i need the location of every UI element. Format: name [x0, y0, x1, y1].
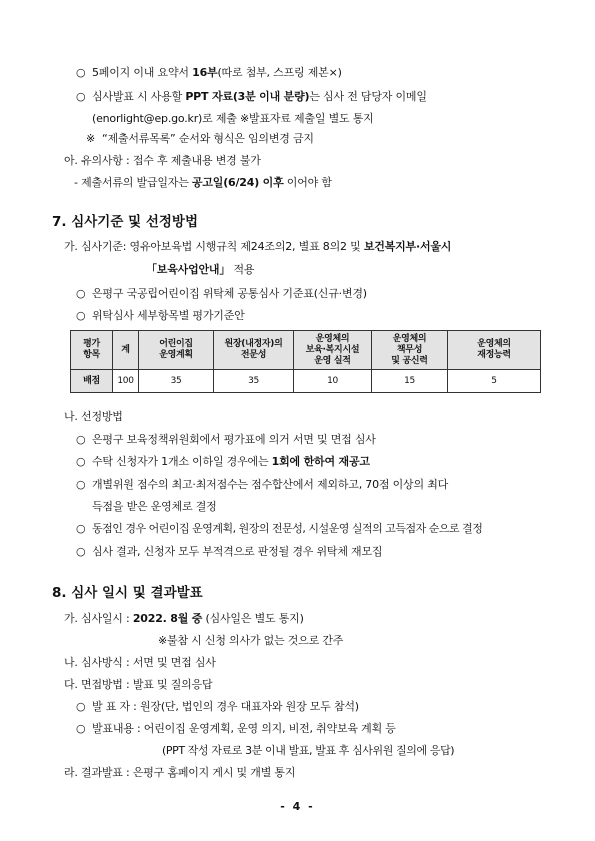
result-announcement-line: 라. 결과발표 : 은평구 홈페이지 게시 및 개별 통지 [64, 766, 296, 779]
presenter-line: ○ 발 표 자 : 원장(단, 법인의 경우 대표자와 원장 모두 참석) [76, 700, 359, 713]
table-cell: 10 [294, 370, 372, 393]
table-header-cell: 원장(내정자)의 전문성 [214, 331, 294, 370]
document-order-note: ※ “제출서류목록” 순서와 형식은 임의변경 금지 [86, 132, 314, 145]
absence-note: ※불참 시 신청 의사가 없는 것으로 간주 [158, 634, 344, 647]
page-number: - 4 - [280, 800, 315, 813]
ppt-material-line: ○ 심사발표 시 사용할 PPT 자료(3분 이내 분량)는 심사 전 담당자 이메일 [76, 90, 427, 103]
summary-copies-line: ○ 5페이지 이내 요약서 16부(따로 첨부, 스프링 제본×) [76, 66, 342, 79]
evaluation-table [70, 330, 541, 393]
selection-item-4: ○ 동점인 경우 어린이집 운영계획, 원장의 전문성, 시설운영 실적의 고득점자 순으로 결정 [76, 522, 483, 535]
selection-item-3: ○ 개별위원 점수의 최고·최저점수는 점수합산에서 제외하고, 70점 이상의 최다 [76, 478, 449, 491]
circle-bullet: ○ [76, 722, 86, 735]
selection-method-title: 나. 선정방법 [64, 410, 123, 423]
circle-bullet: ○ [76, 90, 86, 103]
caution-line: 아. 유의사항 : 접수 후 제출내용 변경 불가 [64, 154, 261, 167]
circle-bullet: ○ [76, 433, 86, 446]
selection-item-3-cont: 득점을 받은 운영체로 결정 [92, 500, 217, 513]
circle-bullet: ○ [76, 700, 86, 713]
table-cell: 35 [139, 370, 214, 393]
table-header-row [71, 331, 541, 370]
table-header-cell: 계 [113, 331, 139, 370]
criteria-line: 가. 심사기준: 영유아보육법 시행규칙 제24조의2, 별표 8의2 및 보건복지부·서울시 [64, 240, 452, 253]
table-header-cell: 운영체의 보육·복지시설 운영 실적 [294, 331, 372, 370]
review-method-line: 나. 심사방식 : 서면 및 면접 심사 [64, 656, 216, 669]
circle-bullet: ○ [76, 522, 86, 535]
circle-bullet: ○ [76, 309, 86, 322]
table-cell: 35 [214, 370, 294, 393]
selection-item-2: ○ 수탁 신청자가 1개소 이하일 경우에는 1회에 한하여 재공고 [76, 455, 370, 468]
criteria-continuation: 「보육사업안내」 적용 [146, 263, 255, 276]
circle-bullet: ○ [76, 455, 86, 468]
criteria-item-2: ○ 위탁심사 세부항목별 평가기준안 [76, 309, 245, 322]
table-cell: 100 [113, 370, 139, 393]
circle-bullet: ○ [76, 287, 86, 300]
table-header-cell: 평가 항목 [71, 331, 113, 370]
review-date-line: 가. 심사일시 : 2022. 8월 중 (심사일은 별도 통지) [64, 612, 304, 625]
email-submission-line: (enorlight@ep.go.kr)로 제출 ※발표자료 제출일 별도 통지 [92, 112, 374, 125]
presentation-content-line: ○ 발표내용 : 어린이집 운영계획, 운영 의지, 비전, 취약보육 계획 등 [76, 722, 396, 735]
issue-date-line: - 제출서류의 발급일자는 공고일(6/24) 이후 이어야 함 [74, 176, 332, 189]
section-7-heading: 7. 심사기준 및 선정방법 [52, 214, 198, 230]
table-row-label: 배점 [71, 370, 113, 393]
note-mark: ※ [86, 132, 96, 145]
table-row [71, 370, 541, 393]
ppt-note-line: (PPT 작성 자료로 3분 이내 발표, 발표 후 심사위원 질의에 응답) [162, 744, 455, 757]
table-header-cell: 어린이집 운영계획 [139, 331, 214, 370]
selection-item-1: ○ 은평구 보육정책위원회에서 평가표에 의거 서면 및 면접 심사 [76, 433, 376, 446]
selection-item-5: ○ 심사 결과, 신청자 모두 부적격으로 판정될 경우 위탁체 재모집 [76, 545, 383, 558]
circle-bullet: ○ [76, 545, 86, 558]
section-8-heading: 8. 심사 일시 및 결과발표 [52, 585, 203, 601]
table-header-cell: 운영체의 재정능력 [448, 331, 541, 370]
criteria-item-1: ○ 은평구 국공립어린이집 위탁체 공통심사 기준표(신규·변경) [76, 287, 367, 300]
table-header-cell: 운영체의 책무성 및 공신력 [372, 331, 448, 370]
table-cell: 5 [448, 370, 541, 393]
table-cell: 15 [372, 370, 448, 393]
circle-bullet: ○ [76, 66, 86, 79]
circle-bullet: ○ [76, 478, 86, 491]
interview-method-line: 다. 면접방법 : 발표 및 질의응답 [64, 678, 213, 691]
